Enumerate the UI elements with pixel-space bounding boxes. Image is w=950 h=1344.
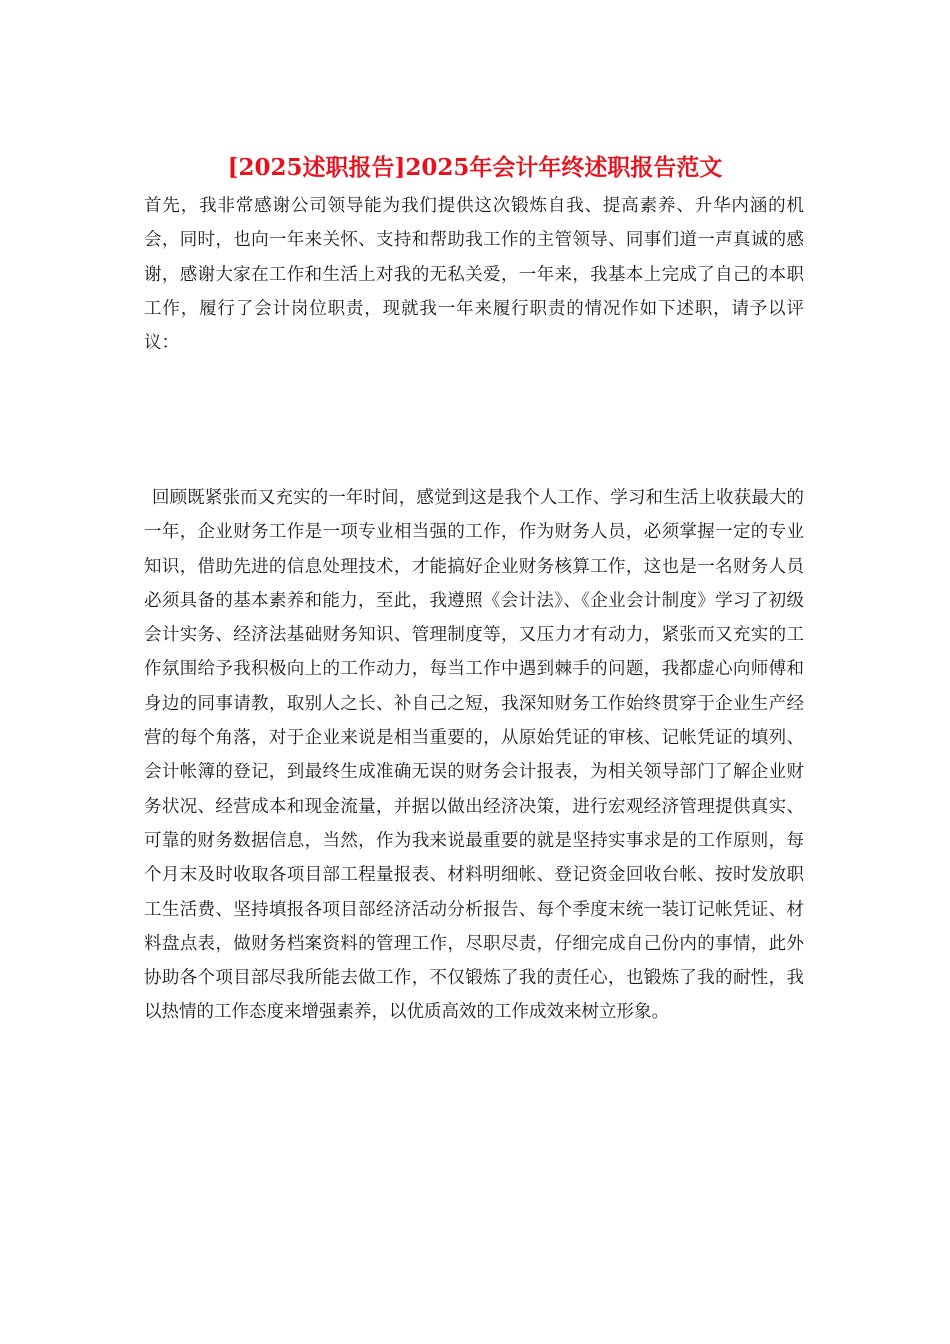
document-title: [2025述职报告]2025年会计年终述职报告范文 [227,154,723,181]
paragraph-review: 回顾既紧张而又充实的一年时间，感觉到这是我个人工作、学习和生活上收获最大的一年，企业财务工作是一项专业相当强的工作，作为财务人员，必须掌握一定的专业知识，借助先进的信息处理技术，才能搞好企业财务核算工作，这也是一名财务人员必须具备的基本素养和能力，至此，我遵照《会计法》、《企业会计制度》学习了初级会计实务、经济法基础财务知识、管理制度等，又压力才有动力，紧张而又充实的工作氛围给予我积极向上的工作动力，每当工作中遇到棘手的问题，我都虚心向师傅和身边的同事请教，取别人之长、补自己之短，我深知财务工作始终贯穿于企业生产经营的每个角落，对于企业来说是相当重要的，从原始凭证的审核、记帐凭证的填列、会计帐簿的登记，到最终生成准确无误的财务会计报表，为相关领导部门了解企业财务状况、经营成本和现金流量，并据以做出经济决策，进行宏观经济管理提供真实、可靠的财务数据信息，当然，作为我来说最重要的就是坚持实事求是的工作原则，每个月末及时收取各项目部工程量报表、材料明细帐、登记资金回收台帐、按时发放职工生活费、坚持填报各项目部经济活动分析报告、每个季度末统一装订记帐凭证、材料盘点表，做财务档案资料的管理工作，尽职尽责，仔细完成自己份内的事情，此外协助各个项目部尽我所能去做工作，不仅锻炼了我的责任心，也锻炼了我的耐性，我以热情的工作态度来增强素养，以优质高效的工作成效来树立形象。 [144,488,804,1023]
paragraph-intro: 首先，我非常感谢公司领导能为我们提供这次锻炼自我、提高素养、升华内涵的机会，同时，也向一年来关怀、支持和帮助我工作的主管领导、同事们道一声真诚的感谢，感谢大家在工作和生活上对我的无私关爱，一年来，我基本上完成了自己的本职工作，履行了会计岗位职责，现就我一年来履行职责的情况作如下述职，请予以评议： [144,196,804,354]
